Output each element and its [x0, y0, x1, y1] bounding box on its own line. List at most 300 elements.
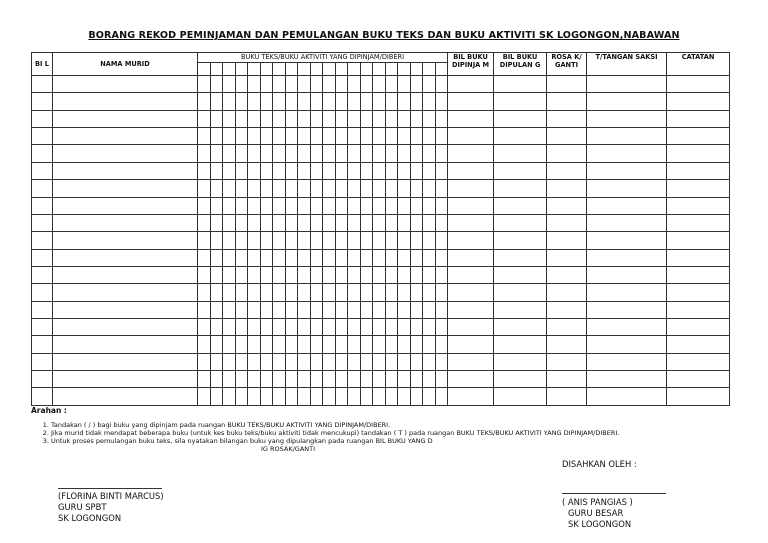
book-subcolumn-cell — [285, 63, 298, 76]
table-cell — [335, 266, 348, 283]
table-cell — [494, 249, 547, 266]
table-cell — [667, 301, 730, 318]
table-cell — [423, 110, 436, 127]
instructions-heading: Arahan : — [31, 406, 67, 415]
table-cell — [260, 128, 273, 145]
table-cell — [410, 371, 423, 388]
table-cell — [448, 336, 494, 353]
table-cell — [260, 197, 273, 214]
table-cell — [210, 162, 223, 179]
table-cell — [410, 76, 423, 93]
book-subcolumn-cell — [360, 63, 373, 76]
table-cell — [373, 319, 386, 336]
book-subcolumn-cell — [223, 63, 236, 76]
table-cell — [223, 371, 236, 388]
table-cell — [448, 249, 494, 266]
table-cell — [310, 301, 323, 318]
table-cell — [310, 388, 323, 406]
table-cell — [360, 180, 373, 197]
table-cell — [285, 371, 298, 388]
table-cell — [435, 266, 448, 283]
table-cell — [260, 371, 273, 388]
table-cell — [198, 110, 211, 127]
table-cell — [587, 162, 667, 179]
table-cell — [323, 284, 336, 301]
table-cell — [32, 301, 53, 318]
table-cell — [198, 197, 211, 214]
table-cell — [298, 180, 311, 197]
table-cell — [310, 336, 323, 353]
record-table — [31, 52, 730, 406]
table-cell — [547, 301, 587, 318]
table-cell — [667, 180, 730, 197]
table-cell — [667, 162, 730, 179]
table-row — [32, 180, 730, 197]
table-cell — [298, 336, 311, 353]
table-cell — [410, 319, 423, 336]
table-cell — [223, 266, 236, 283]
table-cell — [323, 76, 336, 93]
table-cell — [53, 336, 198, 353]
table-cell — [298, 249, 311, 266]
table-cell — [235, 145, 248, 162]
table-cell — [435, 301, 448, 318]
table-cell — [310, 128, 323, 145]
table-cell — [323, 319, 336, 336]
header-ttangan-saksi: T/TANGAN SAKSI — [587, 53, 667, 76]
table-cell — [223, 76, 236, 93]
table-cell — [260, 110, 273, 127]
table-cell — [335, 162, 348, 179]
table-row — [32, 319, 730, 336]
table-cell — [423, 197, 436, 214]
table-cell — [323, 249, 336, 266]
table-cell — [423, 76, 436, 93]
table-cell — [273, 266, 286, 283]
table-cell — [360, 110, 373, 127]
table-cell — [32, 336, 53, 353]
table-cell — [373, 388, 386, 406]
table-cell — [310, 319, 323, 336]
table-cell — [210, 388, 223, 406]
table-cell — [448, 388, 494, 406]
table-cell — [667, 232, 730, 249]
table-cell — [298, 162, 311, 179]
table-cell — [547, 110, 587, 127]
table-cell — [398, 249, 411, 266]
table-cell — [260, 266, 273, 283]
table-cell — [435, 197, 448, 214]
table-cell — [223, 145, 236, 162]
table-cell — [285, 197, 298, 214]
table-cell — [435, 249, 448, 266]
table-cell — [587, 336, 667, 353]
table-cell — [248, 76, 261, 93]
table-cell — [32, 110, 53, 127]
table-cell — [667, 145, 730, 162]
table-cell — [494, 284, 547, 301]
table-cell — [285, 76, 298, 93]
table-cell — [385, 110, 398, 127]
table-cell — [587, 128, 667, 145]
table-cell — [248, 249, 261, 266]
table-row — [32, 249, 730, 266]
table-cell — [298, 128, 311, 145]
table-cell — [273, 319, 286, 336]
table-cell — [210, 145, 223, 162]
table-cell — [248, 336, 261, 353]
table-cell — [410, 249, 423, 266]
table-cell — [285, 93, 298, 110]
table-cell — [248, 128, 261, 145]
table-cell — [298, 76, 311, 93]
table-cell — [448, 145, 494, 162]
table-cell — [373, 197, 386, 214]
table-cell — [335, 301, 348, 318]
table-cell — [235, 180, 248, 197]
table-cell — [198, 319, 211, 336]
table-cell — [285, 162, 298, 179]
table-cell — [448, 162, 494, 179]
table-cell — [587, 232, 667, 249]
table-cell — [260, 232, 273, 249]
table-cell — [360, 301, 373, 318]
table-cell — [398, 76, 411, 93]
table-cell — [210, 232, 223, 249]
book-subcolumn-cell — [385, 63, 398, 76]
table-cell — [323, 110, 336, 127]
table-cell — [285, 353, 298, 370]
table-cell — [385, 266, 398, 283]
table-cell — [435, 371, 448, 388]
table-cell — [494, 180, 547, 197]
table-cell — [53, 388, 198, 406]
table-cell — [547, 388, 587, 406]
table-cell — [248, 319, 261, 336]
table-cell — [385, 371, 398, 388]
table-row — [32, 266, 730, 283]
table-cell — [410, 93, 423, 110]
table-cell — [53, 266, 198, 283]
table-cell — [494, 197, 547, 214]
table-cell — [547, 284, 587, 301]
table-cell — [32, 180, 53, 197]
table-cell — [235, 284, 248, 301]
table-cell — [547, 76, 587, 93]
table-cell — [298, 145, 311, 162]
table-cell — [398, 388, 411, 406]
table-cell — [273, 76, 286, 93]
table-cell — [285, 336, 298, 353]
table-cell — [360, 197, 373, 214]
table-cell — [248, 371, 261, 388]
table-cell — [667, 371, 730, 388]
header-bil: BI L — [32, 53, 53, 76]
table-cell — [198, 162, 211, 179]
table-cell — [223, 128, 236, 145]
table-cell — [423, 284, 436, 301]
signature-left-school: SK LOGONGON — [58, 513, 122, 523]
table-cell — [423, 162, 436, 179]
table-cell — [373, 76, 386, 93]
table-cell — [53, 353, 198, 370]
table-cell — [335, 197, 348, 214]
table-cell — [32, 76, 53, 93]
table-cell — [53, 319, 198, 336]
table-cell — [260, 214, 273, 231]
book-subcolumn-cell — [260, 63, 273, 76]
table-cell — [398, 110, 411, 127]
table-cell — [587, 284, 667, 301]
table-row — [32, 388, 730, 406]
table-cell — [348, 371, 361, 388]
table-cell — [667, 249, 730, 266]
table-cell — [335, 232, 348, 249]
table-cell — [385, 284, 398, 301]
table-cell — [547, 162, 587, 179]
table-cell — [398, 214, 411, 231]
table-row — [32, 145, 730, 162]
table-cell — [373, 301, 386, 318]
table-cell — [323, 371, 336, 388]
table-cell — [435, 145, 448, 162]
table-cell — [273, 249, 286, 266]
table-cell — [385, 93, 398, 110]
table-cell — [310, 197, 323, 214]
table-row — [32, 284, 730, 301]
table-cell — [435, 319, 448, 336]
table-cell — [373, 145, 386, 162]
form-title: BORANG REKOD PEMINJAMAN DAN PEMULANGAN BUKU TEKS DAN BUKU AKTIVITI SK LOGONGON,NABAWAN — [88, 30, 680, 41]
table-row — [32, 353, 730, 370]
table-cell — [285, 110, 298, 127]
table-cell — [210, 214, 223, 231]
table-cell — [385, 162, 398, 179]
table-cell — [32, 162, 53, 179]
table-cell — [223, 284, 236, 301]
table-cell — [410, 128, 423, 145]
table-cell — [423, 145, 436, 162]
table-cell — [53, 93, 198, 110]
header-nama-murid: NAMA MURID — [53, 53, 198, 76]
table-cell — [223, 388, 236, 406]
table-row — [32, 336, 730, 353]
table-cell — [547, 249, 587, 266]
header-buku-teks — [198, 53, 448, 63]
table-cell — [494, 110, 547, 127]
table-cell — [667, 128, 730, 145]
table-cell — [667, 284, 730, 301]
table-cell — [348, 388, 361, 406]
table-cell — [32, 371, 53, 388]
table-cell — [298, 371, 311, 388]
table-cell — [547, 266, 587, 283]
table-cell — [310, 249, 323, 266]
table-row — [32, 214, 730, 231]
table-cell — [360, 128, 373, 145]
table-cell — [385, 214, 398, 231]
table-cell — [235, 93, 248, 110]
header-bil-dipinjam: BIL BUKU DIPINJA M — [448, 53, 494, 76]
table-cell — [448, 214, 494, 231]
table-cell — [667, 93, 730, 110]
book-subcolumn-cell — [373, 63, 386, 76]
table-cell — [323, 93, 336, 110]
table-cell — [235, 110, 248, 127]
header-rosak-ganti: ROSA K/ GANTI — [547, 53, 587, 76]
table-cell — [410, 284, 423, 301]
table-cell — [210, 180, 223, 197]
table-cell — [273, 180, 286, 197]
table-cell — [198, 180, 211, 197]
table-row — [32, 110, 730, 127]
table-cell — [323, 128, 336, 145]
table-cell — [223, 162, 236, 179]
table-cell — [360, 76, 373, 93]
table-cell — [298, 232, 311, 249]
table-cell — [410, 110, 423, 127]
book-subcolumn-cell — [323, 63, 336, 76]
table-cell — [198, 266, 211, 283]
table-cell — [494, 128, 547, 145]
table-cell — [423, 266, 436, 283]
table-cell — [398, 353, 411, 370]
table-cell — [373, 371, 386, 388]
table-cell — [335, 371, 348, 388]
table-cell — [373, 93, 386, 110]
table-cell — [335, 336, 348, 353]
table-cell — [285, 249, 298, 266]
table-cell — [360, 353, 373, 370]
table-cell — [360, 284, 373, 301]
table-cell — [248, 162, 261, 179]
table-cell — [235, 371, 248, 388]
table-cell — [435, 76, 448, 93]
table-cell — [32, 266, 53, 283]
table-cell — [373, 284, 386, 301]
table-cell — [547, 319, 587, 336]
table-cell — [348, 353, 361, 370]
table-cell — [587, 249, 667, 266]
table-cell — [385, 128, 398, 145]
instruction-item-tail: IG ROSAK/GANTI — [261, 445, 316, 453]
table-cell — [423, 214, 436, 231]
table-cell — [310, 145, 323, 162]
table-cell — [335, 110, 348, 127]
table-cell — [410, 197, 423, 214]
instruction-item: 3. Untuk proses pemulangan buku teks, sila nyatakan bilangan buku yang dipulangkan pada ruangan BIL BUKU YANG D — [51, 437, 746, 445]
table-cell — [53, 284, 198, 301]
book-subcolumn-cell — [248, 63, 261, 76]
table-cell — [285, 266, 298, 283]
table-cell — [360, 162, 373, 179]
table-cell — [348, 284, 361, 301]
table-cell — [587, 214, 667, 231]
table-cell — [273, 110, 286, 127]
table-cell — [360, 232, 373, 249]
table-cell — [335, 76, 348, 93]
table-cell — [435, 388, 448, 406]
table-cell — [235, 388, 248, 406]
table-cell — [494, 388, 547, 406]
table-cell — [273, 371, 286, 388]
table-cell — [360, 145, 373, 162]
table-cell — [587, 110, 667, 127]
signature-left — [58, 491, 164, 524]
table-cell — [223, 110, 236, 127]
table-cell — [360, 319, 373, 336]
table-cell — [410, 232, 423, 249]
table-cell — [198, 128, 211, 145]
table-cell — [298, 353, 311, 370]
header-bil-dipulang: BIL BUKU DIPULAN G — [494, 53, 547, 76]
table-cell — [210, 301, 223, 318]
table-cell — [198, 93, 211, 110]
table-row — [32, 232, 730, 249]
table-cell — [423, 180, 436, 197]
table-header-row — [32, 53, 730, 63]
table-cell — [310, 110, 323, 127]
table-cell — [667, 388, 730, 406]
table-cell — [448, 266, 494, 283]
table-cell — [223, 93, 236, 110]
table-cell — [273, 301, 286, 318]
table-cell — [298, 110, 311, 127]
table-cell — [248, 145, 261, 162]
table-cell — [335, 319, 348, 336]
table-cell — [348, 266, 361, 283]
table-cell — [210, 76, 223, 93]
book-subcolumn-cell — [198, 63, 211, 76]
table-cell — [587, 371, 667, 388]
table-cell — [385, 319, 398, 336]
table-cell — [248, 214, 261, 231]
table-cell — [323, 336, 336, 353]
table-cell — [198, 214, 211, 231]
table-cell — [423, 371, 436, 388]
table-cell — [348, 232, 361, 249]
table-cell — [547, 336, 587, 353]
table-cell — [410, 301, 423, 318]
table-cell — [435, 110, 448, 127]
table-cell — [373, 266, 386, 283]
table-cell — [587, 180, 667, 197]
table-cell — [260, 162, 273, 179]
table-cell — [260, 284, 273, 301]
table-cell — [373, 162, 386, 179]
table-cell — [587, 319, 667, 336]
table-cell — [398, 336, 411, 353]
table-cell — [410, 145, 423, 162]
table-cell — [547, 371, 587, 388]
table-cell — [310, 93, 323, 110]
header-catatan: CATATAN — [667, 53, 730, 76]
table-cell — [547, 93, 587, 110]
table-cell — [260, 301, 273, 318]
table-cell — [260, 319, 273, 336]
table-cell — [435, 232, 448, 249]
table-cell — [410, 214, 423, 231]
book-subcolumn-cell — [235, 63, 248, 76]
table-cell — [435, 180, 448, 197]
table-cell — [198, 145, 211, 162]
table-cell — [235, 76, 248, 93]
table-cell — [435, 128, 448, 145]
table-cell — [547, 128, 587, 145]
book-subcolumn-cell — [210, 63, 223, 76]
table-cell — [348, 249, 361, 266]
table-cell — [360, 93, 373, 110]
